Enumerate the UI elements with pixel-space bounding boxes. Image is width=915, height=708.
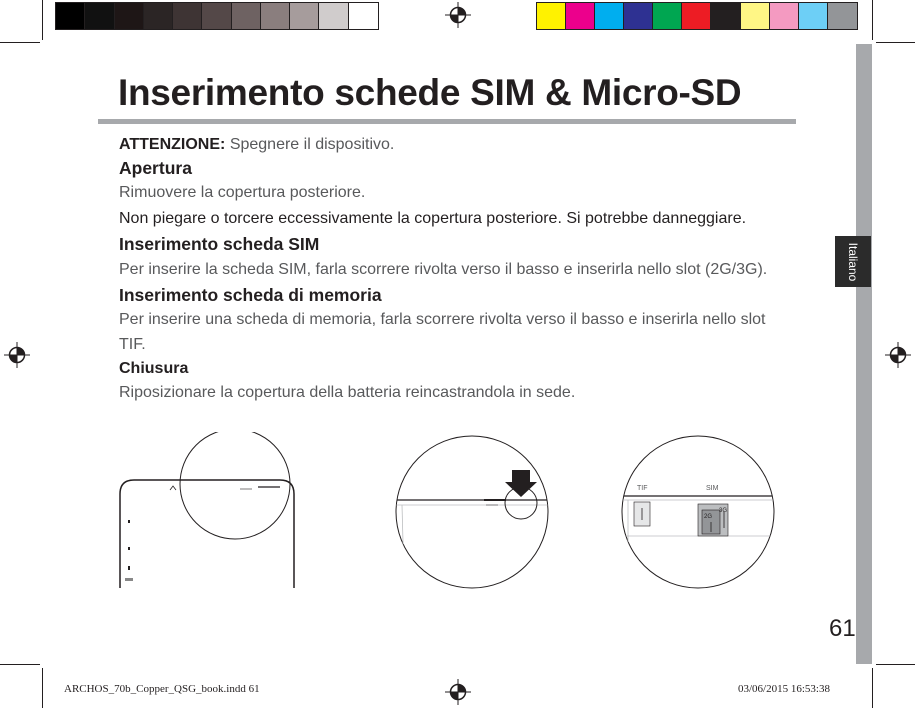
warning-label: ATTENZIONE:: [119, 136, 226, 153]
process-color-bar: [536, 2, 858, 30]
registration-mark-icon: [885, 342, 911, 368]
side-strip: [856, 44, 872, 664]
crop-mark: [876, 664, 915, 665]
color-swatch: [828, 3, 857, 29]
crop-mark: [872, 668, 873, 708]
color-swatch: [711, 3, 740, 29]
opening-text: Rimuovere la copertura posteriore.: [119, 184, 366, 201]
color-swatch: [653, 3, 682, 29]
gray-swatch: [290, 3, 319, 29]
closing-text: Riposizionare la copertura della batteria reincastrandola in sede.: [119, 384, 576, 401]
sim-label: SIM: [706, 485, 719, 492]
color-swatch: [770, 3, 799, 29]
grayscale-color-bar: [55, 2, 379, 30]
warning-text: Spegnere il dispositivo.: [229, 136, 395, 153]
slot-3g-label: 3G: [719, 508, 728, 514]
gray-swatch: [232, 3, 261, 29]
crop-mark: [42, 0, 43, 40]
gray-swatch: [115, 3, 144, 29]
crop-mark: [876, 42, 915, 43]
tif-label: TIF: [637, 485, 648, 492]
memory-text-line-1: Per inserire una scheda di memoria, farla scorrere rivolta verso il basso e inserirla nello slot: [119, 311, 766, 328]
crop-mark: [0, 664, 40, 665]
gray-swatch: [349, 3, 378, 29]
slot-2g-label: 2G: [704, 514, 713, 520]
color-swatch: [799, 3, 828, 29]
crop-mark: [872, 0, 873, 40]
registration-mark-icon: [4, 342, 30, 368]
sim-text: Per inserire la scheda SIM, farla scorrere rivolta verso il basso e inserirla nello slot (2G/3G).: [119, 261, 768, 278]
gray-swatch: [173, 3, 202, 29]
color-swatch: [624, 3, 653, 29]
gray-swatch: [85, 3, 114, 29]
opening-heading: Apertura: [119, 158, 192, 178]
memory-heading: Inserimento scheda di memoria: [119, 285, 382, 305]
color-swatch: [682, 3, 711, 29]
color-swatch: [595, 3, 624, 29]
warning-line: [119, 136, 394, 154]
gray-swatch: [144, 3, 173, 29]
crop-mark: [42, 668, 43, 708]
device-back-illustration: [110, 432, 310, 592]
opening-note: Non piegare o torcere eccessivamente la copertura posteriore. Si potrebbe danneggiare.: [119, 210, 747, 227]
card-slots-illustration: [620, 428, 790, 596]
color-swatch: [537, 3, 566, 29]
crop-mark: [0, 42, 40, 43]
page-title: Inserimento schede SIM & Micro-SD: [118, 72, 742, 113]
registration-mark-icon: [445, 2, 471, 28]
color-swatch: [566, 3, 595, 29]
gray-swatch: [261, 3, 290, 29]
gray-swatch: [319, 3, 348, 29]
slug-file-name: ARCHOS_70b_Copper_QSG_book.indd 61: [64, 683, 260, 695]
registration-mark-icon: [445, 679, 471, 705]
closing-heading: Chiusura: [119, 360, 189, 377]
slug-timestamp: 03/06/2015 16:53:38: [738, 683, 830, 695]
page-number: 61: [829, 615, 856, 642]
gray-swatch: [202, 3, 231, 29]
color-swatch: [741, 3, 770, 29]
language-tab: [835, 236, 871, 287]
memory-text-line-2: TIF.: [119, 336, 146, 353]
language-tab-label: Italiano: [846, 242, 860, 281]
cover-detail-illustration: [394, 430, 554, 596]
gray-swatch: [56, 3, 85, 29]
title-underline: [98, 119, 796, 124]
sim-heading: Inserimento scheda SIM: [119, 234, 320, 254]
